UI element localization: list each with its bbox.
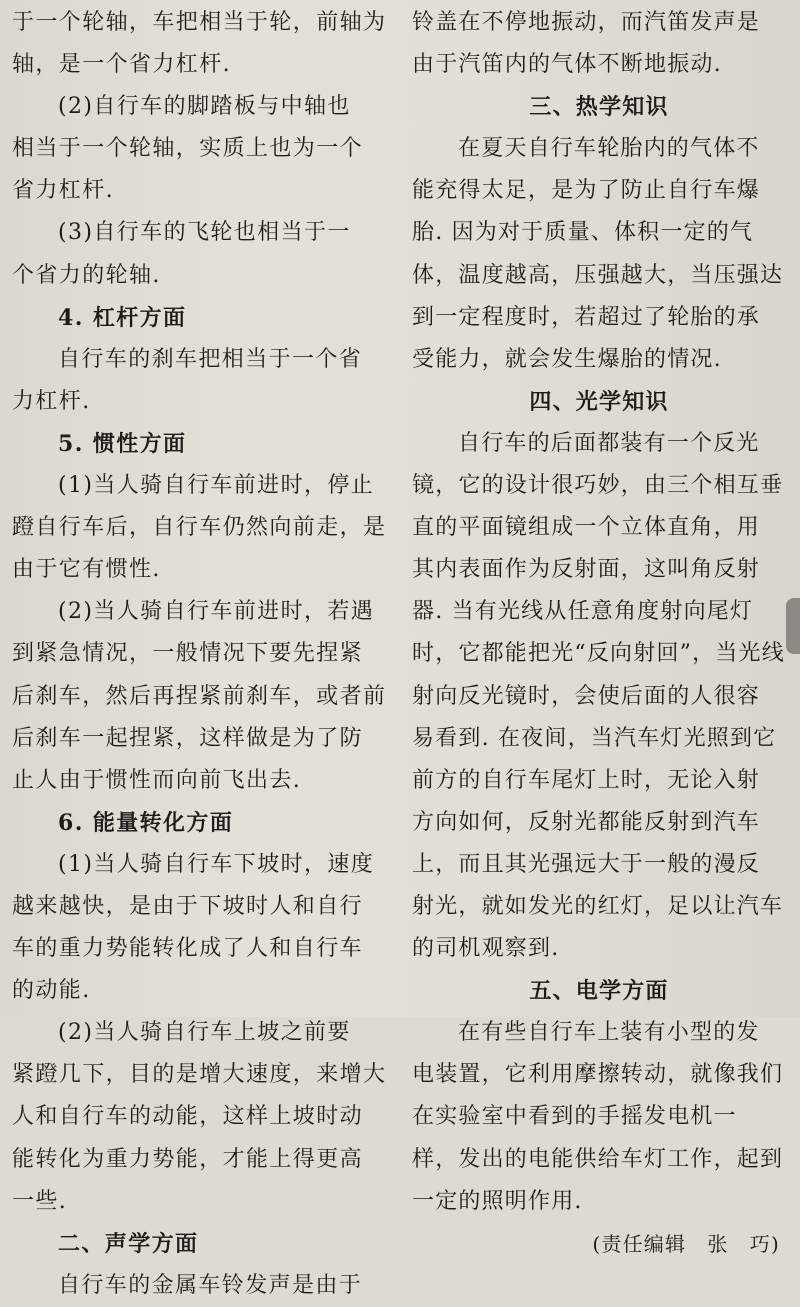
text-line: 省力杠杆. (12, 178, 114, 204)
paragraph-start-line: (2)自行车的脚踏板与中轴也 (58, 94, 351, 120)
text-line: 蹬自行车后，自行车仍然向前走，是 (12, 515, 387, 541)
text-line: 胎. 因为对于质量、体积一定的气 (412, 220, 754, 246)
page-edge-tab (786, 598, 800, 654)
paragraph-start-line: (3)自行车的飞轮也相当于一 (58, 220, 351, 246)
text-line: 车的重力势能转化成了人和自行车 (12, 936, 364, 962)
section-heading-thermal: 三、热学知识 (529, 94, 669, 121)
text-line: 个省力的轮轴. (12, 262, 161, 288)
text-line: 一定的照明作用. (412, 1188, 583, 1214)
text-line: 直的平面镜组成一个立体直角，用 (412, 515, 761, 541)
text-line: 器. 当有光线从任意角度射向尾灯 (412, 599, 754, 625)
editor-credit: (责任编辑 张 巧) (592, 1231, 780, 1256)
paragraph-start-line: (1)当人骑自行车下坡时，速度 (58, 851, 375, 877)
text-line: 的司机观察到. (412, 936, 560, 962)
paragraph-start-line: 自行车的刹车把相当于一个省 (58, 346, 363, 372)
text-line: 时，它都能把光“反向射回”，当光线 (412, 641, 785, 667)
section-heading-optics: 四、光学知识 (529, 388, 669, 415)
right-text-column (412, 2, 786, 1265)
text-line: 射向反光镜时，会使后面的人很容 (412, 683, 761, 709)
text-line: 由于汽笛内的气体不断地振动. (412, 52, 722, 78)
text-line: 镜，它的设计很巧妙，由三个相互垂 (412, 473, 784, 499)
text-line: 到紧急情况，一般情况下要先捏紧 (12, 641, 364, 667)
text-line: 前方的自行车尾灯上时，无论入射 (412, 767, 761, 793)
text-line: 受能力，就会发生爆胎的情况. (412, 346, 722, 372)
section-heading-electricity: 五、电学方面 (529, 978, 669, 1005)
paragraph-start-line: 在夏天自行车轮胎内的气体不 (458, 136, 760, 162)
paragraph-start-line: 自行车的后面都装有一个反光 (458, 430, 760, 456)
text-line: 越来越快，是由于下坡时人和自行 (12, 893, 364, 919)
section-heading-acoustics: 二、声学方面 (58, 1230, 199, 1257)
section-heading-inertia: 5. 惯性方面 (58, 430, 187, 457)
paragraph-start-line: 在有些自行车上装有小型的发 (458, 1020, 760, 1046)
text-line: 后刹车一起捏紧，这样做是为了防 (12, 725, 364, 751)
text-line: 后刹车，然后再捏紧前刹车，或者前 (12, 683, 387, 709)
text-line: 能转化为重力势能，才能上得更高 (12, 1146, 364, 1172)
text-line: 样，发出的电能供给车灯工作，起到 (412, 1146, 784, 1172)
text-line: 在实验室中看到的手摇发电机一 (412, 1104, 737, 1130)
text-line: 一些. (12, 1188, 68, 1214)
text-line: 紧蹬几下，目的是增大速度，来增大 (12, 1062, 387, 1088)
text-line: 由于它有惯性. (12, 557, 161, 583)
left-text-column (12, 2, 392, 1307)
text-line: 的动能. (12, 978, 91, 1004)
paragraph-start-line: (2)当人骑自行车上坡之前要 (58, 1020, 351, 1046)
text-line: 易看到. 在夜间，当汽车灯光照到它 (412, 725, 777, 751)
text-line: 于一个轮轴，车把相当于轮，前轴为 (12, 10, 387, 35)
text-line: 到一定程度时，若超过了轮胎的承 (412, 304, 761, 330)
text-line: 止人由于惯性而向前飞出去. (12, 767, 302, 793)
paragraph-start-line: (1)当人骑自行车前进时，停止 (58, 473, 375, 499)
text-line: 射光，就如发光的红灯，足以让汽车 (412, 893, 784, 919)
text-line: 铃盖在不停地振动，而汽笛发声是 (412, 10, 761, 35)
paragraph-start-line: (2)当人骑自行车前进时，若遇 (58, 599, 375, 625)
text-line: 力杠杆. (12, 388, 91, 414)
section-heading-energy: 6. 能量转化方面 (58, 809, 234, 836)
text-line: 其内表面作为反射面，这叫角反射 (412, 557, 761, 583)
text-line: 能充得太足，是为了防止自行车爆 (412, 178, 761, 204)
text-line: 相当于一个轮轴，实质上也为一个 (12, 136, 364, 162)
text-line: 电装置，它利用摩擦转动，就像我们 (412, 1062, 784, 1088)
section-heading-lever: 4. 杠杆方面 (58, 304, 187, 331)
text-line: 轴，是一个省力杠杆. (12, 52, 231, 78)
text-line: 方向如何，反射光都能反射到汽车 (412, 809, 761, 835)
text-line: 人和自行车的动能，这样上坡时动 (12, 1104, 364, 1130)
paragraph-start-line: 自行车的金属车铃发声是由于 (58, 1272, 363, 1298)
text-line: 上，而且其光强远大于一般的漫反 (412, 851, 761, 877)
text-line: 体，温度越高，压强越大，当压强达 (412, 262, 784, 288)
